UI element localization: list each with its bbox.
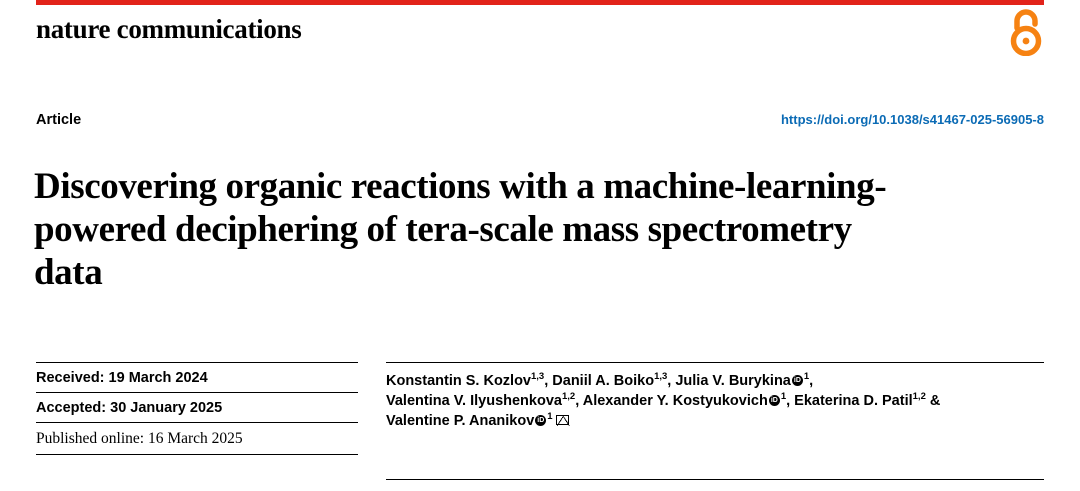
authors-bottom-divider [386, 479, 1044, 480]
author-name[interactable]: Valentine P. Ananikov [386, 413, 535, 429]
publication-dates [36, 362, 358, 455]
journal-masthead: nature communications [36, 14, 302, 44]
doi-link[interactable]: https://doi.org/10.1038/s41467-025-56905-8 [780, 112, 1044, 127]
brand-rule [36, 0, 1044, 5]
open-access-icon [1006, 8, 1046, 56]
author-list [386, 362, 1044, 431]
separator: , [667, 373, 672, 389]
article-type-label: Article [36, 112, 82, 128]
separator: , [544, 373, 549, 389]
orcid-icon[interactable] [769, 395, 780, 406]
article-header-row [36, 112, 1044, 128]
author-affiliation: 1,3 [654, 371, 668, 383]
author-affiliation: 1 [803, 371, 810, 383]
separator: , [575, 393, 580, 409]
author-affiliation: 1,2 [561, 391, 576, 403]
accepted-date: Accepted: 30 January 2025 [36, 392, 358, 422]
author-affiliation: 1 [547, 411, 553, 423]
authors-divider [386, 362, 1044, 363]
envelope-icon[interactable] [556, 415, 569, 425]
authors-text [386, 371, 1044, 431]
author-name[interactable]: Daniil A. Boiko [552, 373, 655, 389]
published-date: Published online: 16 March 2025 [36, 422, 358, 454]
author-affiliation: 1 [780, 391, 787, 403]
orcid-icon[interactable] [792, 375, 803, 386]
separator: , [809, 373, 814, 389]
orcid-icon[interactable] [535, 415, 546, 426]
author-name[interactable]: Julia V. Burykina [675, 373, 791, 389]
author-affiliation: 1,2 [912, 391, 926, 403]
page-title: Discovering organic reactions with a machine-learning-powered deciphering of tera-scale mass spectrometry data [34, 165, 887, 293]
author-name[interactable]: Ekaterina D. Patil [794, 393, 913, 409]
author-name[interactable]: Alexander Y. Kostyukovich [582, 393, 768, 409]
author-affiliation: 1,3 [531, 371, 545, 383]
received-date: Received: 19 March 2024 [36, 362, 358, 392]
author-name[interactable]: Valentina V. Ilyushenkova [386, 393, 562, 409]
ampersand: & [929, 393, 941, 409]
author-name[interactable]: Konstantin S. Kozlov [386, 373, 531, 389]
info-divider [36, 454, 358, 455]
separator: , [786, 393, 791, 409]
